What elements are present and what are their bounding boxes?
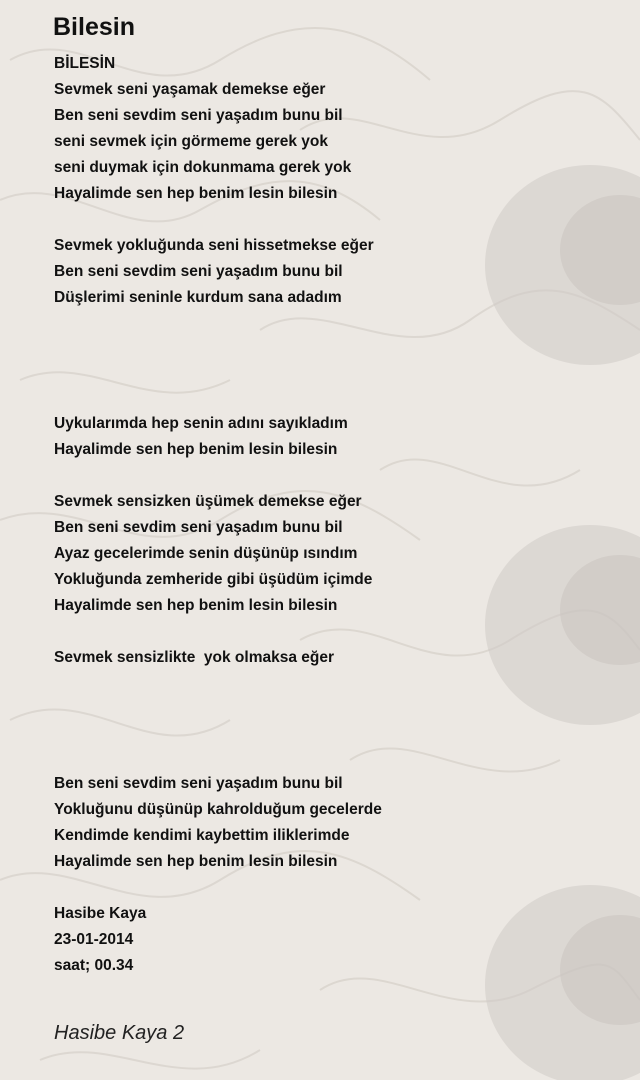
poem-line: Ben seni sevdim seni yaşadım bunu bil bbox=[54, 775, 343, 792]
poem-line: Hayalimde sen hep benim lesin bilesin bbox=[54, 853, 338, 870]
poem-line: Ayaz gecelerimde senin düşünüp ısındım bbox=[54, 545, 358, 562]
poem-line: Sevmek sensizlikte yok olmaksa eğer bbox=[54, 649, 335, 666]
author-signature: Hasibe Kaya 2 bbox=[54, 1022, 185, 1044]
poem-line: Hayalimde sen hep benim lesin bilesin bbox=[54, 597, 338, 614]
poem-date: 23-01-2014 bbox=[54, 931, 134, 948]
poem-line: Hayalimde sen hep benim lesin bilesin bbox=[54, 441, 338, 458]
poem-line: seni sevmek için görmeme gerek yok bbox=[54, 133, 328, 150]
poem-line: Yokluğunda zemheride gibi üşüdüm içimde bbox=[54, 571, 373, 588]
poem-line: Sevmek yokluğunda seni hissetmekse eğer bbox=[54, 237, 374, 254]
poem-time: saat; 00.34 bbox=[54, 957, 134, 974]
poem-line: Düşlerimi seninle kurdum sana adadım bbox=[54, 289, 342, 306]
poem-heading: BİLESİN bbox=[54, 55, 116, 72]
poem-line: Yokluğunu düşünüp kahrolduğum gecelerde bbox=[54, 801, 382, 818]
poem-line: seni duymak için dokunmama gerek yok bbox=[54, 159, 352, 176]
poem-line: Ben seni sevdim seni yaşadım bunu bil bbox=[54, 263, 343, 280]
poem-line: Hayalimde sen hep benim lesin bilesin bbox=[54, 185, 338, 202]
page-title: Bilesin bbox=[53, 13, 135, 41]
poem-line: Sevmek sensizken üşümek demekse eğer bbox=[54, 493, 362, 510]
author-name: Hasibe Kaya bbox=[54, 905, 147, 922]
poem-line: Kendimde kendimi kaybettim iliklerimde bbox=[54, 827, 350, 844]
poem-line: Ben seni sevdim seni yaşadım bunu bil bbox=[54, 519, 343, 536]
poem-line: Uykularımda hep senin adını sayıkladım bbox=[54, 415, 348, 432]
poem-line: Sevmek seni yaşamak demekse eğer bbox=[54, 81, 326, 98]
poem-line: Ben seni sevdim seni yaşadım bunu bil bbox=[54, 107, 343, 124]
